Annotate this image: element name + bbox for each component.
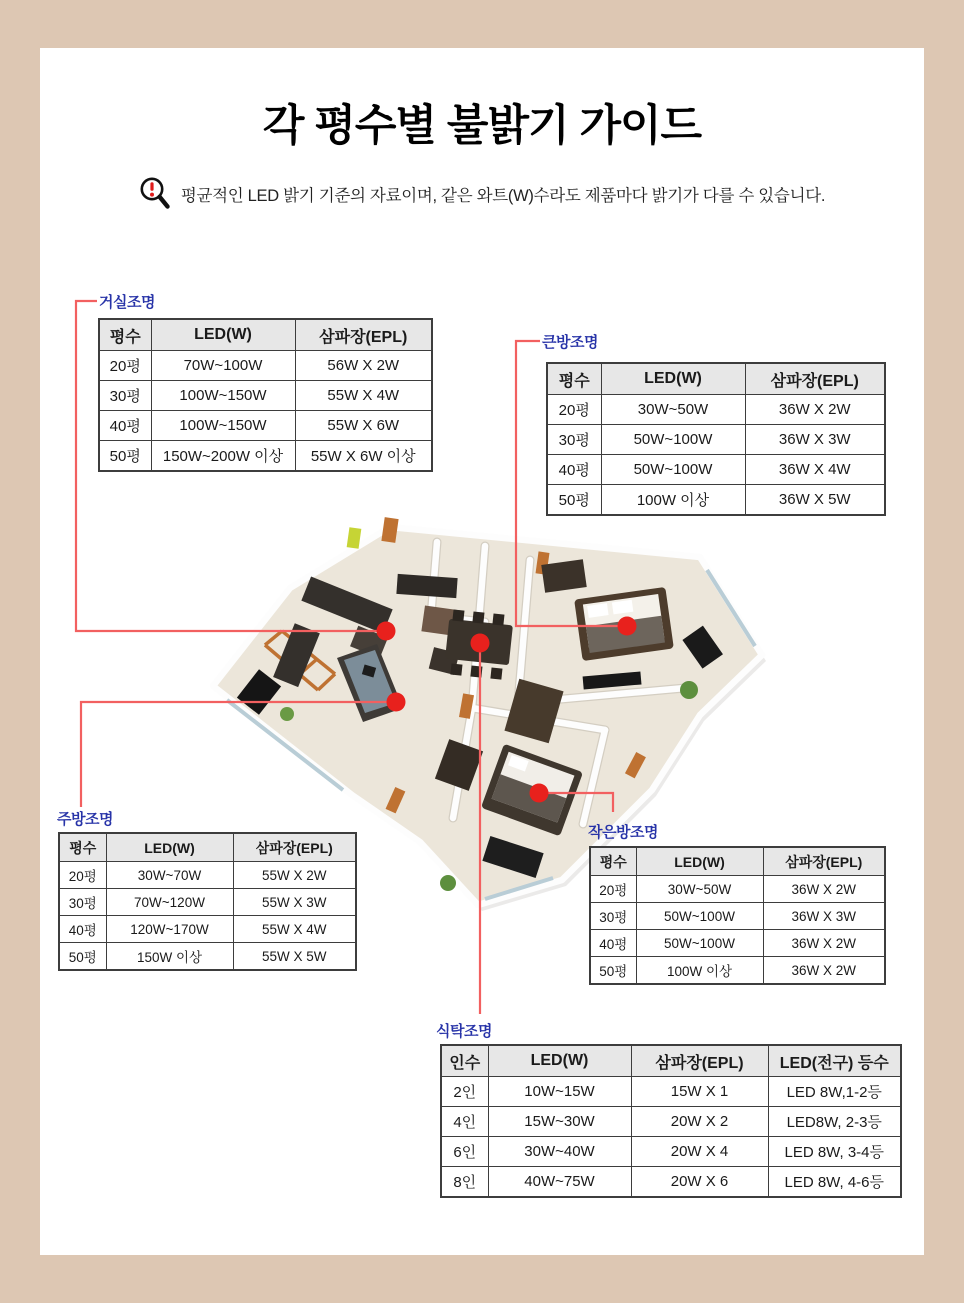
table-cell: LED8W, 2-3등 — [768, 1107, 901, 1137]
table-dining-lighting — [440, 1044, 902, 1198]
table-cell: 50W~100W — [636, 930, 763, 957]
table-cell: 50W~100W — [601, 455, 745, 485]
table-cell: 50W~100W — [636, 903, 763, 930]
table-cell: 8인 — [441, 1167, 488, 1198]
table-cell: 36W X 5W — [745, 485, 885, 516]
table-bigroom-lighting — [546, 362, 886, 516]
table-header-cell: 평수 — [547, 363, 601, 395]
table-cell: LED 8W, 4-6등 — [768, 1167, 901, 1198]
table-smallroom-lighting — [589, 846, 886, 985]
page-title: 각 평수별 불밝기 가이드 — [262, 102, 702, 150]
notice-row — [0, 176, 964, 212]
table-row — [99, 351, 432, 381]
table-header-row — [547, 363, 885, 395]
table-cell: 50평 — [547, 485, 601, 516]
table-cell: 10W~15W — [488, 1077, 631, 1107]
table-cell: 20평 — [99, 351, 151, 381]
table-header-cell: 삼파장(EPL) — [763, 847, 885, 876]
table-row — [99, 381, 432, 411]
table-cell: 30평 — [99, 381, 151, 411]
table-cell: 20평 — [547, 395, 601, 425]
table-cell: 30W~50W — [601, 395, 745, 425]
table-cell: 30W~50W — [636, 876, 763, 903]
table-cell: 55W X 4W — [295, 381, 432, 411]
table-row — [547, 455, 885, 485]
table-header-cell: 삼파장(EPL) — [233, 833, 356, 862]
table-cell: 2인 — [441, 1077, 488, 1107]
table-row — [59, 889, 356, 916]
table-cell: 30평 — [547, 425, 601, 455]
table-cell: 15W X 1 — [631, 1077, 768, 1107]
table-cell: 50평 — [99, 441, 151, 472]
table-cell: 40W~75W — [488, 1167, 631, 1198]
table-row — [441, 1077, 901, 1107]
table-row — [59, 943, 356, 971]
table-cell: 20W X 6 — [631, 1167, 768, 1198]
table-header-cell: LED(W) — [636, 847, 763, 876]
table-row — [99, 441, 432, 472]
table-row — [441, 1167, 901, 1198]
table-cell: 100W~150W — [151, 411, 295, 441]
table-cell: 70W~100W — [151, 351, 295, 381]
table-row — [59, 862, 356, 889]
table-cell: 30W~40W — [488, 1137, 631, 1167]
table-header-cell: LED(W) — [488, 1045, 631, 1077]
table-cell: 4인 — [441, 1107, 488, 1137]
table-cell: 36W X 2W — [763, 930, 885, 957]
table-header-row — [59, 833, 356, 862]
table-cell: 100W 이상 — [636, 957, 763, 985]
table-living-lighting — [98, 318, 433, 472]
table-cell: 55W X 6W — [295, 411, 432, 441]
table-row — [590, 957, 885, 985]
table-row — [59, 916, 356, 943]
table-cell: 40평 — [547, 455, 601, 485]
table-header-row — [99, 319, 432, 351]
table-cell: 20W X 4 — [631, 1137, 768, 1167]
label-bigroom-lighting: 큰방조명 — [542, 334, 598, 351]
table-header-cell: 평수 — [99, 319, 151, 351]
table-cell: 30평 — [59, 889, 106, 916]
table-row — [441, 1107, 901, 1137]
table-cell: 36W X 4W — [745, 455, 885, 485]
table-header-cell: 인수 — [441, 1045, 488, 1077]
table-cell: 36W X 2W — [745, 395, 885, 425]
table-cell: 20W X 2 — [631, 1107, 768, 1137]
table-header-cell: LED(W) — [601, 363, 745, 395]
table-header-cell: LED(W) — [106, 833, 233, 862]
label-smallroom-lighting: 작은방조명 — [588, 824, 658, 841]
table-row — [99, 411, 432, 441]
table-row — [590, 903, 885, 930]
table-cell: 6인 — [441, 1137, 488, 1167]
table-cell: 100W 이상 — [601, 485, 745, 516]
table-cell: 36W X 3W — [763, 903, 885, 930]
table-kitchen-lighting — [58, 832, 357, 971]
table-cell: 40평 — [99, 411, 151, 441]
table-cell: 36W X 2W — [763, 876, 885, 903]
table-cell: 55W X 5W — [233, 943, 356, 971]
table-header-row — [590, 847, 885, 876]
table-cell: 56W X 2W — [295, 351, 432, 381]
table-cell: LED 8W, 3-4등 — [768, 1137, 901, 1167]
table-header-cell: 삼파장(EPL) — [631, 1045, 768, 1077]
notice-text: 평균적인 LED 밝기 기준의 자료이며, 같은 와트(W)수라도 제품마다 밝기가 다를 수 있습니다. — [180, 187, 826, 205]
label-living-lighting: 거실조명 — [99, 294, 155, 311]
table-cell: 20평 — [59, 862, 106, 889]
table-cell: 55W X 2W — [233, 862, 356, 889]
table-header-cell: 삼파장(EPL) — [745, 363, 885, 395]
table-cell: 150W 이상 — [106, 943, 233, 971]
table-cell: 55W X 6W 이상 — [295, 441, 432, 472]
table-cell: 50W~100W — [601, 425, 745, 455]
table-header-cell: 삼파장(EPL) — [295, 319, 432, 351]
magnifier-exclamation-icon — [139, 176, 171, 212]
table-header-cell: 평수 — [590, 847, 636, 876]
table-header-cell: LED(전구) 등수 — [768, 1045, 901, 1077]
table-header-cell: LED(W) — [151, 319, 295, 351]
table-cell: LED 8W,1-2등 — [768, 1077, 901, 1107]
table-cell: 40평 — [590, 930, 636, 957]
table-cell: 15W~30W — [488, 1107, 631, 1137]
table-row — [441, 1137, 901, 1167]
table-cell: 150W~200W 이상 — [151, 441, 295, 472]
table-header-cell: 평수 — [59, 833, 106, 862]
table-cell: 120W~170W — [106, 916, 233, 943]
table-header-row — [441, 1045, 901, 1077]
table-cell: 20평 — [590, 876, 636, 903]
table-cell: 55W X 3W — [233, 889, 356, 916]
label-kitchen-lighting: 주방조명 — [57, 811, 113, 828]
table-row — [590, 930, 885, 957]
table-cell: 55W X 4W — [233, 916, 356, 943]
table-cell: 30W~70W — [106, 862, 233, 889]
table-row — [547, 395, 885, 425]
table-cell: 100W~150W — [151, 381, 295, 411]
table-cell: 36W X 3W — [745, 425, 885, 455]
table-row — [590, 876, 885, 903]
table-cell: 70W~120W — [106, 889, 233, 916]
table-cell: 30평 — [590, 903, 636, 930]
table-row — [547, 425, 885, 455]
table-cell: 36W X 2W — [763, 957, 885, 985]
table-row — [547, 485, 885, 516]
table-cell: 50평 — [59, 943, 106, 971]
table-cell: 50평 — [590, 957, 636, 985]
label-dining-lighting: 식탁조명 — [436, 1023, 492, 1040]
table-cell: 40평 — [59, 916, 106, 943]
